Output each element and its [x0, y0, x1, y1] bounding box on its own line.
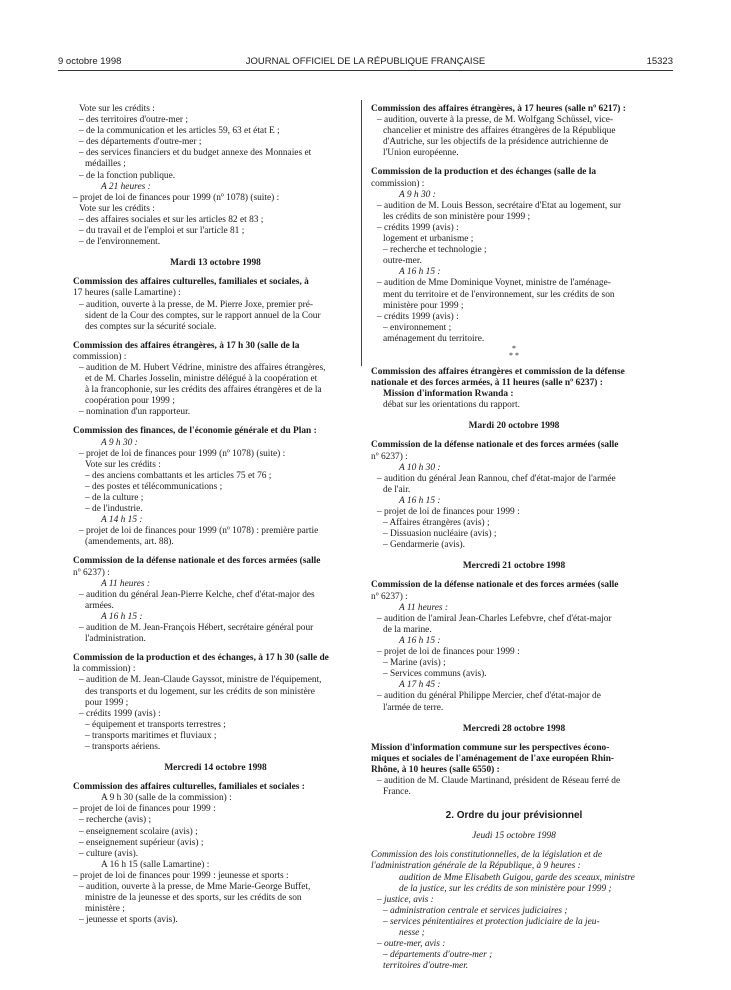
text-line: – administration centrale et services judiciaires ; [383, 905, 568, 916]
text-line: – audition, ouverte à la presse, de Mme Marie-George Buffet, [79, 882, 311, 892]
left-column [73, 104, 358, 926]
committee-heading: Commission des affaires étrangères et commission de la défense [371, 366, 625, 377]
text-line: – audition de M. Jean-Claude Gayssot, ministre de l'équipement, [79, 675, 322, 686]
date-heading: Mardi 20 octobre 1998 [468, 421, 560, 432]
text-line: Vote sur les crédits : [79, 203, 155, 214]
asterism: * * [509, 351, 519, 359]
date-heading: Mercredi 14 octobre 1998 [164, 763, 267, 774]
text-line: – Affaires étrangères (avis) ; [383, 518, 490, 529]
committee-heading: Commission des affaires étrangères, à 17 heures (salle nº 6217) : [371, 104, 626, 114]
text-line: – crédits 1999 (avis) : [79, 708, 161, 719]
text-line: – transports aériens. [85, 741, 161, 752]
text-line: – de la culture ; [85, 493, 144, 503]
committee-heading: Commission des affaires culturelles, familiales et sociales : [73, 782, 305, 793]
text-line: – audition de M. Hubert Védrine, ministre des affaires étrangères, [79, 362, 326, 373]
spacer [73, 333, 358, 341]
text-line: les crédits de son ministère pour 1999 ; [383, 211, 531, 222]
text-line: A 16 h 15 : [399, 495, 441, 506]
section-heading: 2. Ordre du jour prévisionnel [445, 810, 583, 822]
text-line: – audition, ouverte à la presse, de M. Wolfgang Schüssel, vice- [377, 115, 613, 126]
text-line: – des affaires sociales et sur les articles 82 et 83 ; [79, 214, 264, 225]
text-line: des transports et du logement, sur les crédits de son ministère [85, 686, 315, 697]
text-line: Jeudi 15 octobre 1998 [472, 831, 556, 842]
column-divider [361, 100, 362, 366]
header-date: 9 octobre 1998 [58, 56, 122, 67]
committee-heading: Commission de la défense nationale et des forces armées (salle [371, 440, 619, 451]
text-line: – de la communication et les articles 59, 63 et état E ; [79, 126, 280, 137]
asterism: * [512, 344, 516, 352]
text-line: – projet de loi de finances pour 1999 (nº 1078) : première partie [79, 526, 319, 537]
text-line: – audition du général Jean Rannou, chef d'état-major de l'armée [377, 473, 616, 484]
text-line: France. [383, 787, 411, 798]
text-line: – audition du général Jean-Pierre Kelche, chef d'état-major des [79, 589, 315, 600]
text-line: – jeunesse et sports (avis). [79, 915, 178, 926]
text-line: l'administration. [85, 634, 146, 645]
text-line: A 21 heures : [101, 181, 151, 192]
committee-heading: Commission de la défense nationale et des forces armées (salle [73, 556, 321, 567]
text-line: A 9 h 30 : [399, 189, 436, 200]
text-line: – projet de loi de finances pour 1999 : [377, 507, 520, 517]
text-line: – Marine (avis) ; [383, 658, 446, 669]
text-line: nº 6237) : [73, 567, 110, 578]
text-line: – équipement et transports terrestres ; [85, 719, 226, 730]
committee-heading: Mission d'information commune sur les perspectives écono- [371, 742, 610, 753]
text-line: coopération pour 1999 ; [85, 396, 175, 407]
date-heading: Mardi 13 octobre 1998 [170, 258, 261, 269]
header-rule [58, 70, 673, 71]
text-line: – outre-mer, avis : [377, 939, 446, 950]
text-line: – de la fonction publique. [79, 170, 176, 181]
text-line: – projet de loi de finances pour 1999 (nº 1078) (suite) : [73, 192, 280, 203]
text-line: – Dissuasion nucléaire (avis) ; [383, 529, 497, 540]
spacer [73, 645, 358, 653]
text-line: – justice, avis : [377, 894, 434, 905]
text-line: sident de la Cour des comptes, sur le rapport annuel de la Cour [85, 310, 321, 321]
text-line: – environnement ; [383, 322, 452, 333]
text-line: l'administration générale de la République, à 9 heures : [371, 861, 581, 872]
text-line: – transports maritimes et fluviaux ; [85, 730, 217, 741]
text-line: débat sur les orientations du rapport. [383, 400, 520, 411]
page-number: 15323 [646, 56, 673, 67]
text-line: et de M. Charles Josselin, ministre délégué à la coopération et [85, 374, 318, 385]
text-line: à la francophonie, sur les crédits des affaires étrangères et de la [85, 385, 322, 396]
text-line: – services pénitentiaires et protection judiciaire de la jeu- [383, 916, 600, 927]
text-line: – des anciens combattants et les articles 75 et 76 ; [85, 470, 272, 481]
committee-heading: Rhône, à 10 heures (salle 6550) : [371, 764, 500, 775]
text-line: – Services communs (avis). [383, 669, 487, 680]
text-line: – du travail et de l'emploi et sur l'article 81 ; [79, 226, 245, 237]
text-line: médailles ; [85, 159, 126, 170]
text-line: – nomination d'un rapporteur. [79, 407, 191, 418]
text-line: outre-mer. [383, 256, 422, 267]
text-line: – de l'industrie. [85, 504, 143, 515]
text-line: – audition de Mme Dominique Voynet, ministre de l'aménage- [377, 278, 611, 289]
committee-heading: Commission de la production et des échanges, à 17 h 30 (salle de [73, 653, 329, 664]
text-line: – des services financiers et du budget annexe des Monnaies et [79, 148, 312, 159]
text-line: – crédits 1999 (avis) : [377, 222, 459, 233]
text-line: – projet de loi de finances pour 1999 : [73, 804, 216, 815]
text-line: – des territoires d'outre-mer ; [79, 115, 188, 126]
spacer [73, 548, 358, 556]
journal-title: JOURNAL OFFICIEL DE LA RÉPUBLIQUE FRANÇAISE [245, 56, 486, 67]
text-line: – recherche (avis) ; [79, 815, 152, 826]
committee-heading: Commission de la défense nationale et des forces armées (salle [371, 580, 619, 591]
text-line: – audition, ouverte à la presse, de M. Pierre Joxe, premier pré- [79, 299, 314, 310]
text-line: A 14 h 15 : [101, 515, 143, 526]
text-line: A 16 h 15 (salle Lamartine) : [101, 859, 210, 870]
text-line: ministère pour 1999 ; [383, 300, 464, 311]
text-line: – crédits 1999 (avis) : [377, 311, 459, 322]
spacer [73, 418, 358, 426]
text-line: – projet de loi de finances pour 1999 (nº 1078) (suite) : [79, 448, 286, 459]
committee-heading: Commission des affaires culturelles, familiales et sociales, à [73, 277, 309, 288]
text-line: A 16 h 15 : [101, 611, 143, 622]
text-line: nº 6237) : [371, 451, 408, 462]
date-heading: Mercredi 21 octobre 1998 [462, 561, 566, 572]
text-line: A 17 h 45 : [399, 680, 441, 691]
text-line: A 9 h 30 (salle de la commission) : [101, 793, 232, 804]
text-line: nº 6237) : [371, 591, 408, 602]
text-line: des comptes sur la sécurité sociale. [85, 321, 217, 332]
text-line: ment du territoire et de l'environnement, sur les crédits de son [383, 289, 615, 300]
text-line: pour 1999 ; [85, 697, 129, 708]
page-header [40, 56, 691, 70]
text-line: d'Autriche, sur les objectifs de la présidence autrichienne de [383, 137, 609, 148]
committee-heading: nationale et des forces armées, à 11 heures (salle nº 6237) : [371, 378, 603, 389]
text-line: Vote sur les crédits : [85, 459, 161, 470]
text-line: – Gendarmerie (avis). [383, 540, 465, 551]
date-heading: Mercredi 28 octobre 1998 [462, 723, 566, 734]
text-line: ministre de la jeunesse et des sports, sur les crédits de son [85, 893, 302, 904]
text-line: – audition de M. Louis Besson, secrétaire d'Etat au logement, sur [377, 200, 622, 211]
text-line: – audition du général Philippe Mercier, chef d'état-major de [377, 691, 601, 702]
text-line: 17 heures (salle Lamartine) : [73, 288, 181, 299]
text-line: – projet de loi de finances pour 1999 : jeunesse et sports : [73, 870, 289, 881]
spacer [371, 842, 657, 850]
committee-heading: Commission des finances, de l'économie générale et du Plan : [73, 426, 317, 437]
text-line: de la marine. [383, 624, 432, 635]
committee-heading: Mission d'information Rwanda : [383, 389, 514, 400]
text-line: A 10 h 30 : [399, 462, 441, 473]
text-line: aménagement du territoire. [383, 333, 485, 344]
committee-heading: Commission des affaires étrangères, à 17 h 30 (salle de la [73, 340, 300, 351]
text-line: – recherche et technologie ; [383, 245, 487, 256]
text-line: Vote sur les crédits : [79, 104, 155, 114]
text-line: – culture (avis). [79, 848, 139, 859]
text-line: – audition de l'amiral Jean-Charles Lefebvre, chef d'état-major [377, 613, 612, 624]
right-column [371, 104, 657, 972]
text-line: (amendements, art. 88). [85, 537, 174, 548]
text-line: – départements d'outre-mer ; [383, 950, 493, 961]
text-line: – des postes et télécommunications ; [85, 481, 223, 492]
text-line: – enseignement scolaire (avis) ; [79, 826, 198, 837]
text-line: – audition de M. Jean-François Hébert, secrétaire général pour [79, 623, 314, 634]
text-line: audition de Mme Elisabeth Guigou, garde des sceaux, ministre [399, 872, 635, 883]
text-line: la commission) : [73, 664, 136, 675]
text-line: nesse ; [399, 928, 425, 938]
text-line: commission) : [371, 178, 425, 189]
text-line: A 11 heures : [399, 602, 449, 613]
text-line: de la justice, sur les crédits de son ministère pour 1999 ; [399, 883, 612, 894]
text-line: armées. [85, 600, 114, 611]
text-line: – projet de loi de finances pour 1999 : [377, 647, 520, 658]
text-line: l'armée de terre. [383, 702, 444, 713]
text-line: territoires d'outre-mer. [383, 961, 469, 972]
text-line: de l'air. [383, 484, 411, 495]
text-line: Commission des lois constitutionnelles, de la législation et de [371, 850, 602, 861]
text-line: A 16 h 15 : [399, 267, 441, 278]
text-line: – audition de M. Claude Martinand, président de Réseau ferré de [377, 775, 621, 786]
text-line: A 11 heures : [101, 578, 151, 589]
text-line: commission) : [73, 351, 127, 362]
spacer [371, 359, 657, 367]
committee-heading: miques et sociales de l'aménagement de l'axe européen Rhin- [371, 753, 615, 764]
text-line: – enseignement supérieur (avis) ; [79, 837, 204, 848]
text-line: ministère ; [85, 904, 125, 915]
text-line: chancelier et ministre des affaires étrangères de la République [383, 126, 616, 137]
text-line: – de l'environnement. [79, 237, 161, 248]
text-line: A 16 h 15 : [399, 635, 441, 646]
text-line: A 9 h 30 : [101, 437, 138, 448]
text-line: l'Union européenne. [383, 148, 459, 159]
text-line: logement et urbanisme ; [383, 234, 474, 245]
text-line: – des départements d'outre-mer ; [79, 137, 202, 148]
spacer [371, 159, 657, 167]
committee-heading: Commission de la production et des échanges (salle de la [371, 167, 597, 178]
